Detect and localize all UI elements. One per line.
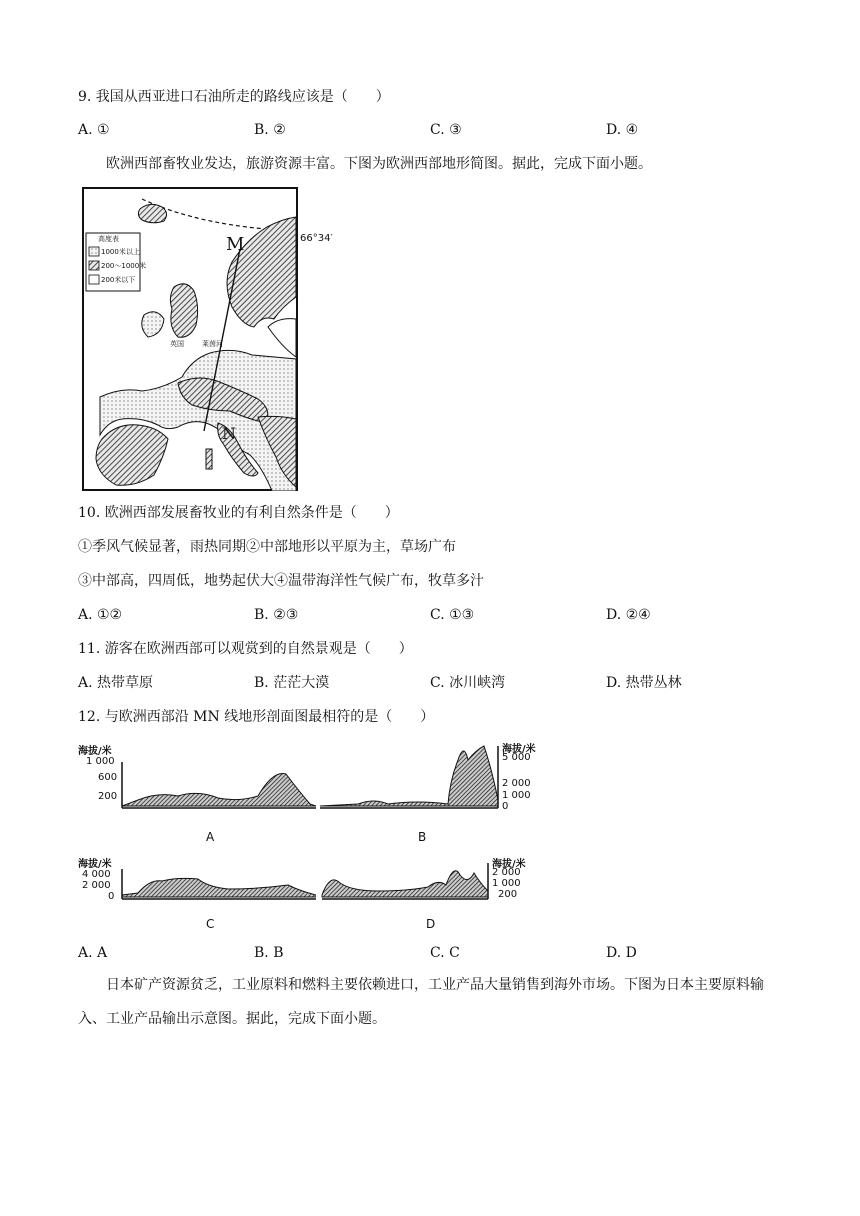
q12-option-a: A. A xyxy=(78,945,108,961)
profile-d-caption: D xyxy=(426,917,436,931)
profile-b-tick-3: 1 000 xyxy=(502,790,531,801)
profile-c-tick-1: 4 000 xyxy=(82,869,111,880)
profile-a-axis-title: 海拔/米 xyxy=(78,746,112,757)
q11-option-b: B. 茫茫大漠 xyxy=(254,675,330,691)
intro-japan: 日本矿产资源贫乏，工业原料和燃料主要依赖进口，工业产品大量销售到海外市场。下图为日本主要原料输入、工业产品输出示意图。据此，完成下面小题。 xyxy=(78,977,764,1027)
profile-b-caption: B xyxy=(418,830,427,844)
profile-d xyxy=(318,855,540,907)
legend-item-low: 200米以下 xyxy=(101,276,136,284)
q12-option-b: B. B xyxy=(254,945,284,961)
q9-option-d: D. ④ xyxy=(606,122,639,138)
profile-d-tick-1: 2 000 xyxy=(492,867,521,878)
point-m-label: M xyxy=(226,234,245,255)
q10-option-c: C. ①③ xyxy=(430,607,475,623)
q12-option-d: D. D xyxy=(606,945,637,961)
profile-c-axis-title: 海拔/米 xyxy=(78,859,112,870)
q11-stem: 11. 游客在欧洲西部可以观赏到的自然景观是（ ） xyxy=(78,641,413,657)
q10-option-b: B. ②③ xyxy=(254,607,299,623)
profile-d-tick-3: 200 xyxy=(498,889,518,900)
legend-title: 高度表 xyxy=(98,235,119,243)
rhine-label: 莱茵河 xyxy=(202,340,223,348)
arctic-circle-label: 66°34′ xyxy=(300,233,333,244)
profile-a-caption: A xyxy=(206,830,215,844)
profile-b-tick-4: 0 xyxy=(502,801,509,812)
profile-d-tick-2: 1 000 xyxy=(492,878,521,889)
q10-option-a: A. ①② xyxy=(78,607,123,623)
profile-c-caption: C xyxy=(206,917,215,931)
profile-c-tick-3: 0 xyxy=(108,891,115,902)
uk-label: 英国 xyxy=(170,340,184,348)
profile-a-tick-1: 1 000 xyxy=(86,756,115,767)
profile-c-tick-2: 2 000 xyxy=(82,880,111,891)
legend-item-mid: 200～1000米 xyxy=(101,262,147,270)
q11-option-a: A. 热带草原 xyxy=(78,675,154,691)
q11-option-c: C. 冰川峡湾 xyxy=(430,675,506,691)
q9-option-b: B. ② xyxy=(254,122,286,138)
q12-stem: 12. 与欧洲西部沿 MN 线地形剖面图最相符的是（ ） xyxy=(78,709,435,725)
q10-option-d: D. ②④ xyxy=(606,607,651,623)
intro-europe: 欧洲西部畜牧业发达，旅游资源丰富。下图为欧洲西部地形简图。据此，完成下面小题。 xyxy=(106,156,652,172)
profile-a-tick-2: 600 xyxy=(98,772,118,783)
legend-item-high: 1000米以上 xyxy=(101,248,140,256)
profile-a xyxy=(78,740,316,818)
profile-b-tick-2: 2 000 xyxy=(502,778,531,789)
europe-terrain-map xyxy=(82,187,333,491)
profile-d-axis-title: 海拔/米 xyxy=(492,859,526,870)
q12-option-c: C. C xyxy=(430,945,460,961)
q9-stem: 9. 我国从西亚进口石油所走的路线应该是（ ） xyxy=(78,89,390,105)
q11-option-d: D. 热带丛林 xyxy=(606,675,682,691)
q9-option-a: A. ① xyxy=(78,122,110,138)
profile-a-tick-3: 200 xyxy=(98,791,118,802)
point-n-label: N xyxy=(222,424,236,443)
profile-b-tick-1: 5 000 xyxy=(502,752,531,763)
profile-b xyxy=(318,740,540,818)
q10-statement-1: ①季风气候显著，雨热同期②中部地形以平原为主，草场广布 xyxy=(78,539,456,555)
profile-c xyxy=(78,855,316,907)
profile-b-axis-title: 海拔/米 xyxy=(502,744,536,755)
q9-option-c: C. ③ xyxy=(430,122,462,138)
q10-stem: 10. 欧洲西部发展畜牧业的有利自然条件是（ ） xyxy=(78,505,399,521)
q10-statement-2: ③中部高，四周低，地势起伏大④温带海洋性气候广布，牧草多汁 xyxy=(78,573,484,589)
